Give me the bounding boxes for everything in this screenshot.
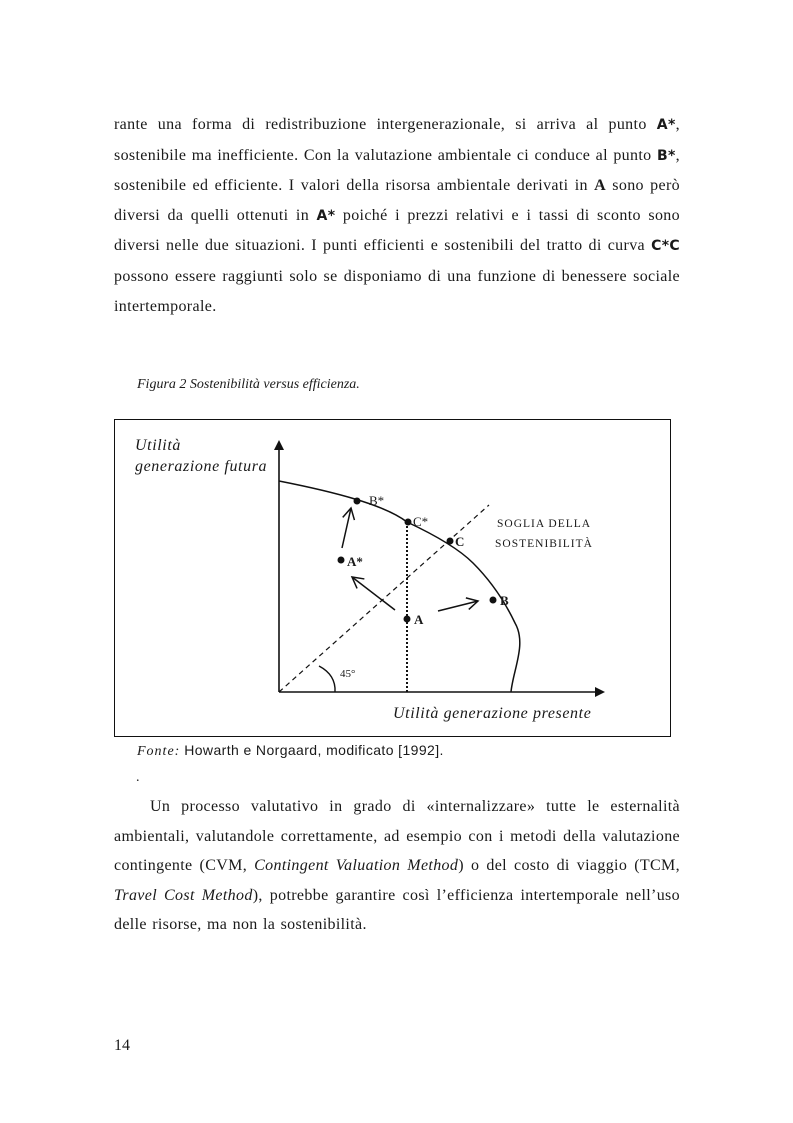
point-a-star (338, 557, 345, 564)
italic-term: Travel Cost Method (114, 886, 253, 904)
text-run: ) o del costo di viaggio (TCM, (458, 857, 680, 875)
sustainability-diagram (115, 420, 672, 738)
point-ref: A* (656, 117, 676, 133)
angle-arc (319, 666, 335, 692)
arrow-a-star-to-b-star (342, 508, 351, 548)
point-a (404, 616, 411, 623)
body-paragraph-1 (114, 110, 680, 321)
point-b-star-label: B* (369, 493, 385, 508)
page-number: 14 (114, 1037, 130, 1054)
text-run: , sostenibile ma inefficiente. Con la valutazione ambientale ci conduce al punto (114, 116, 680, 164)
point-ref: B* (656, 147, 676, 164)
figure-caption: Figura 2 Sostenibilità versus efficienza. (137, 377, 360, 392)
point-c (447, 538, 454, 545)
source-label: Fonte: (137, 744, 181, 759)
x-axis-label: Utilità generazione presente (393, 705, 592, 722)
text-run: rante una forma di redistribuzione intergenerazionale, si arriva al punto (114, 116, 657, 133)
text-run: ), potrebbe garantire così l’efficienza intertemporale nell’uso delle risorse, ma non la sostenibilità. (114, 886, 680, 934)
point-c-star (405, 519, 412, 526)
threshold-label-line1: SOGLIA DELLA (497, 518, 592, 530)
separator-dot: . (136, 770, 140, 785)
point-b (490, 597, 497, 604)
angle-label: 45° (340, 668, 356, 680)
text-run: poiché i prezzi relativi e i tassi di sconto sono diversi nelle due situazioni. I punti efficienti e sostenibili del tratto di curva (114, 206, 680, 255)
point-ref: C*C (651, 238, 680, 255)
point-ref: A (594, 177, 607, 195)
y-axis-label-line1: Utilità (135, 437, 181, 454)
arrow-a-to-b (438, 601, 478, 611)
y-axis-label-line2: generazione futura (135, 458, 268, 475)
point-c-label: C (455, 534, 465, 549)
italic-term: Contingent Valuation Method (254, 857, 459, 875)
threshold-label-line2: SOSTENIBILITÀ (495, 538, 593, 550)
arrow-a-to-a-star (352, 577, 395, 610)
text-run: , sostenibile ed efficiente. I valori della risorsa ambientale derivati in (114, 146, 680, 195)
figure-frame (114, 419, 671, 737)
body-paragraph-2 (114, 792, 680, 940)
point-a-label: A (414, 612, 424, 627)
text-run: sono però diversi da quelli ottenuti in (114, 177, 680, 224)
point-ref: A* (316, 207, 336, 224)
point-b-label: B (500, 593, 509, 608)
point-c-star-label: C* (413, 514, 429, 529)
figure-source (137, 742, 444, 760)
text-run: possono essere raggiunti solo se disponiamo di una funzione di benessere sociale intertemporale. (114, 267, 680, 315)
source-text: Howarth e Norgaard, modificato [1992]. (184, 742, 444, 758)
point-a-star-label: A* (347, 554, 363, 569)
text-run: Un processo valutativo in grado di «internalizzare» tutte le esternalità ambientali, valutandole correttamente, ad esempio con i metodi della valutazione contingente (CVM, (114, 798, 680, 875)
point-b-star (354, 498, 361, 505)
